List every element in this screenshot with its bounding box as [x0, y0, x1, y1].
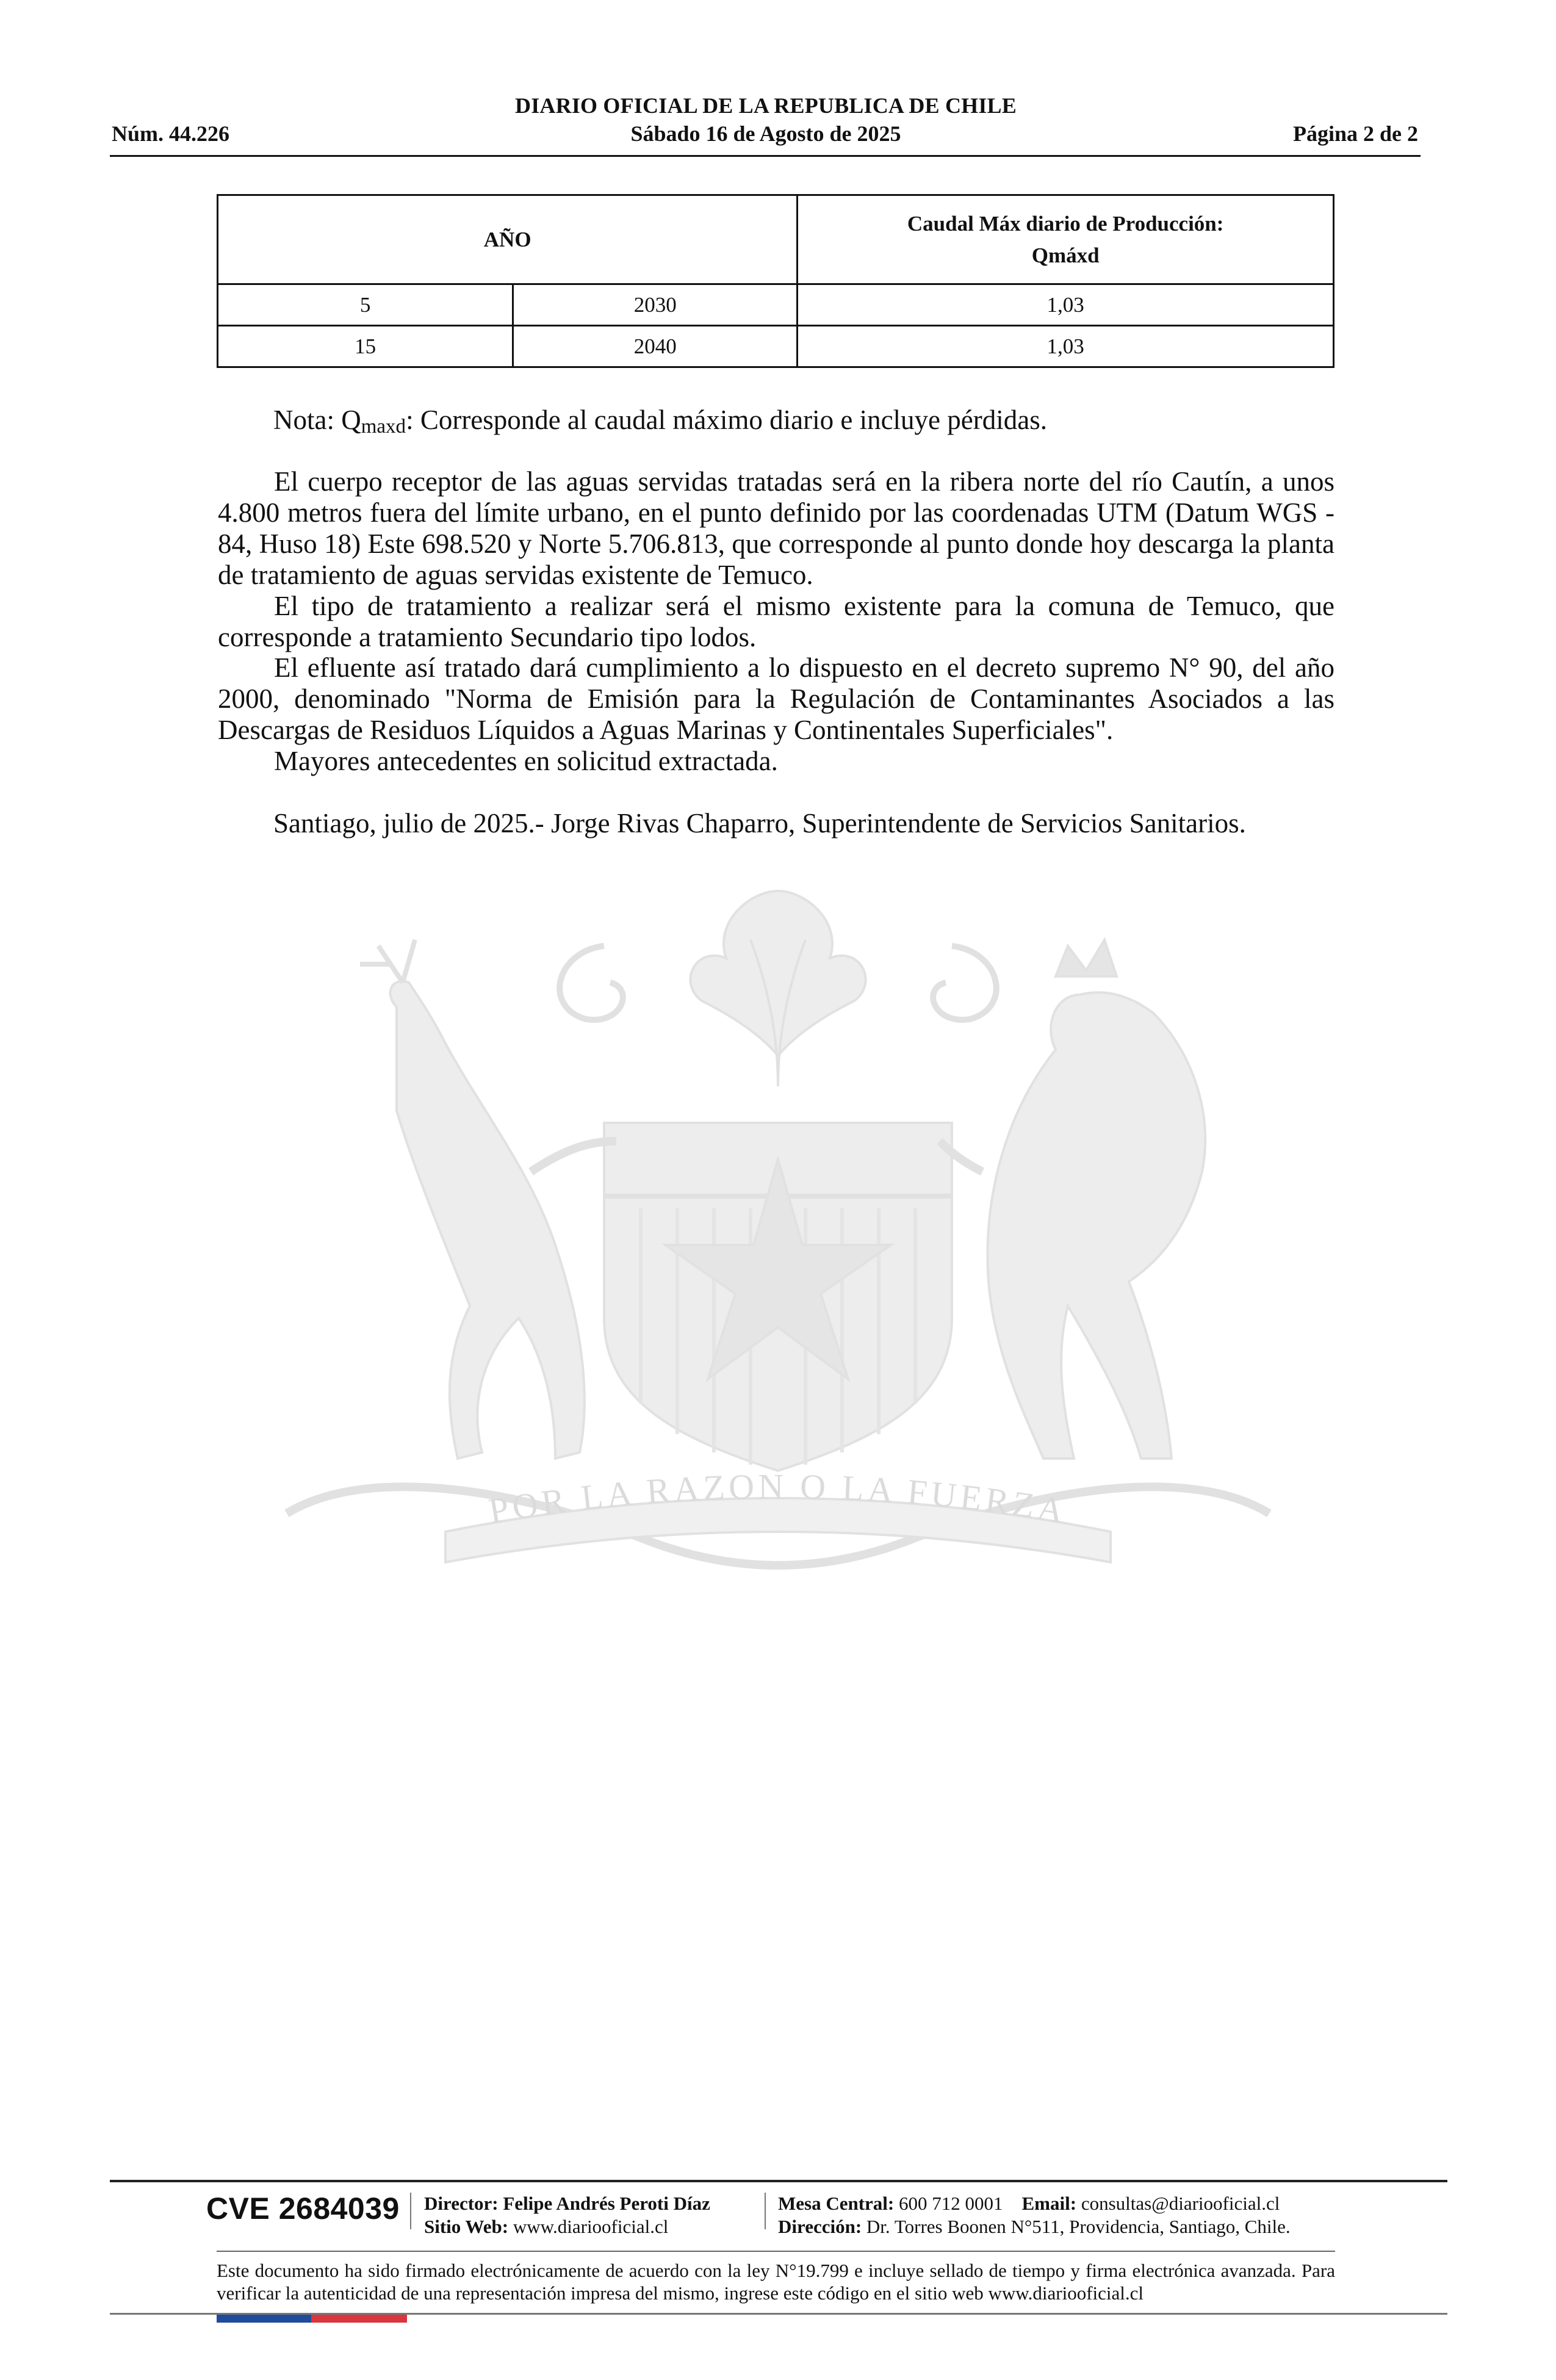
- flag-bar-blue: [217, 2315, 311, 2323]
- table-cell: 1,03: [798, 326, 1334, 367]
- footer-contact-line: [778, 2192, 1291, 2215]
- note-text: : Corresponde al caudal máximo diario e incluye pérdidas.: [406, 405, 1047, 435]
- footer-legal-notice: Este documento ha sido firmado electrónicamente de acuerdo con la ley N°19.799 e incluye sellado de tiempo y firma electrónica avanzada. Para verificar la autenticidad de una representación impresa del mismo, ingrese este código en el sitio web www.diariooficial.cl: [217, 2260, 1335, 2304]
- footer-address-line: [778, 2215, 1291, 2238]
- web-label: Sitio Web:: [424, 2216, 509, 2237]
- watermark-motto: POR LA RAZON O LA FUERZA: [486, 1466, 1070, 1531]
- footer-director-line: [424, 2192, 710, 2215]
- director-name: Felipe Andrés Peroti Díaz: [503, 2193, 710, 2214]
- footer-web-line: [424, 2215, 710, 2238]
- paragraph-effluent-compliance: El efluente así tratado dará cumplimiento a lo dispuesto en el decreto supremo N° 90, del año 2000, denominado "Norma de Emisión para la Regulación de Contaminantes Asociados a las Descargas de Residuos Líquidos a Aguas Marinas y Continentales Superficiales".: [218, 652, 1334, 745]
- email-link[interactable]: consultas@diariooficial.cl: [1081, 2193, 1280, 2214]
- flow-table: [217, 194, 1334, 368]
- footer-director-block: [424, 2192, 710, 2238]
- table-header-row: [218, 195, 1334, 284]
- address-label: Dirección:: [778, 2216, 862, 2237]
- director-label: Director:: [424, 2193, 499, 2214]
- flag-bar-red: [311, 2315, 407, 2323]
- signoff: Santiago, julio de 2025.- Jorge Rivas Chaparro, Superintendente de Servicios Sanitarios.: [273, 808, 1246, 838]
- table-cell: 15: [218, 326, 513, 367]
- flow-header-line2: Qmáxd: [1031, 243, 1100, 267]
- footer-separator: [765, 2193, 766, 2229]
- address-value: Dr. Torres Boonen N°511, Providencia, Santiago, Chile.: [866, 2216, 1291, 2237]
- note-subscript: maxd: [361, 416, 406, 438]
- cve-code: CVE 2684039: [206, 2191, 400, 2226]
- note-prefix: Nota: Q: [273, 405, 361, 435]
- flow-column-header: [798, 195, 1334, 284]
- paragraph-more-info: Mayores antecedentes en solicitud extractada.: [274, 746, 778, 776]
- phone-value: 600 712 0001: [899, 2193, 1003, 2214]
- web-link[interactable]: www.diariooficial.cl: [513, 2216, 669, 2237]
- issue-number: Núm. 44.226: [112, 121, 230, 146]
- footer-contact-block: [778, 2192, 1291, 2238]
- year-column-header: AÑO: [218, 195, 798, 284]
- paragraph-receiving-body: El cuerpo receptor de las aguas servidas tratadas será en la ribera norte del río Cautín, a unos 4.800 metros fuera del límite urbano, en el punto definido por las coordenadas UTM (Datum WGS - 84, Huso 18) Este 698.520 y Norte 5.706.813, que corresponde al punto donde hoy descarga la planta de tratamiento de aguas servidas existente de Temuco.: [218, 466, 1334, 590]
- table-row: [218, 284, 1334, 326]
- newspaper-title: DIARIO OFICIAL DE LA REPUBLICA DE CHILE: [515, 93, 1017, 118]
- coat-of-arms-watermark: [214, 854, 1342, 1666]
- table-cell: 2030: [513, 284, 798, 326]
- flow-header-line1: Caudal Máx diario de Producción:: [907, 211, 1224, 236]
- page-indicator: Página 2 de 2: [1292, 121, 1418, 146]
- table-note: [273, 404, 1047, 438]
- table-cell: 5: [218, 284, 513, 326]
- table-cell: 1,03: [798, 284, 1334, 326]
- issue-date: Sábado 16 de Agosto de 2025: [630, 121, 901, 146]
- paragraph-treatment-type: El tipo de tratamiento a realizar será el mismo existente para la comuna de Temuco, que corresponde a tratamiento Secundario tipo lodos.: [218, 591, 1334, 652]
- header-divider: [110, 155, 1421, 157]
- table-row: [218, 326, 1334, 367]
- footer-mid-rule: [217, 2251, 1335, 2252]
- email-label: Email:: [1021, 2193, 1077, 2214]
- phone-label: Mesa Central:: [778, 2193, 895, 2214]
- table-cell: 2040: [513, 326, 798, 367]
- footer-separator: [410, 2193, 411, 2229]
- footer-top-rule: [110, 2180, 1447, 2182]
